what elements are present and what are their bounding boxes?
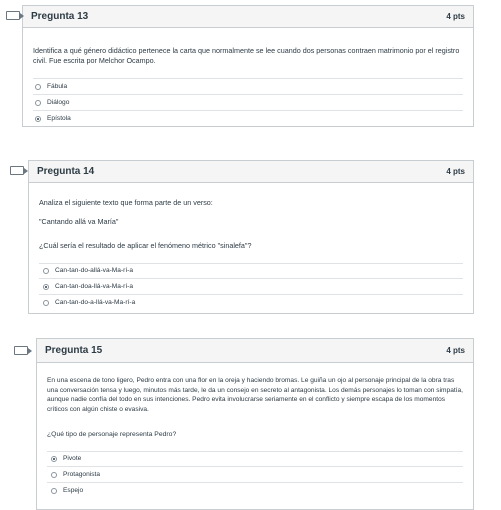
question-points: 4 pts [446, 12, 465, 21]
question-header [37, 339, 473, 363]
answer-option-epistola[interactable] [35, 115, 71, 122]
radio-button[interactable] [51, 488, 57, 494]
answer-label: Can-tan-doa-llá-va-Ma-rí-a [55, 283, 134, 290]
question-header [29, 161, 473, 183]
divider [47, 466, 463, 467]
question-text: En una escena de tono ligero, Pedro entra con una flor en la oreja y haciendo bromas. Le guiña un ojo al personaje principal de la obra tras una conversación tensa y luego, minutos más tarde, le da un consejo en secreto al antagonista. Los demás personajes lo toman con simpatía, aunque nadie confía del todo en sus intenciones. Pedro evita involucrarse seriamente en el conflicto y siempre escapa de los momentos críticos con algún chiste o evasiva. [47, 377, 464, 413]
question-points: 4 pts [446, 167, 465, 176]
answer-option-dialogo[interactable] [35, 99, 69, 106]
answer-label: Espejo [63, 487, 84, 494]
radio-button[interactable] [35, 84, 41, 90]
answer-label: Can-tan-do-allá-va-Ma-rí-a [55, 267, 134, 274]
answer-label: Diálogo [47, 99, 70, 106]
answer-label: Fábula [47, 83, 68, 90]
divider [33, 78, 463, 79]
question-prompt: ¿Qué tipo de personaje representa Pedro? [47, 431, 177, 438]
question-title: Pregunta 15 [45, 345, 103, 356]
answer-label: Protagonista [63, 471, 101, 478]
divider [33, 110, 463, 111]
answer-option-espejo[interactable] [51, 487, 83, 494]
answer-option-protagonista[interactable] [51, 471, 100, 478]
question-text: Identifica a qué género didáctico pertenece la carta que normalmente se lee cuando dos personas contraen matrimonio por el registro civil. Fue escrita por Melchor Ocampo. [33, 46, 460, 65]
answer-label: Epístola [47, 115, 71, 122]
answer-option-2[interactable] [43, 283, 133, 290]
divider [47, 451, 463, 452]
radio-button[interactable] [43, 268, 49, 274]
flag-question-icon[interactable] [10, 166, 24, 175]
question-points: 4 pts [446, 346, 465, 355]
divider [39, 263, 463, 264]
answer-option-3[interactable] [43, 299, 135, 306]
question-card-15 [36, 338, 474, 510]
answer-label: Can-tan-do-a-llá-va-Ma-rí-a [55, 299, 136, 306]
divider [39, 294, 463, 295]
divider [47, 482, 463, 483]
radio-button-selected[interactable] [43, 284, 49, 290]
answer-option-pivote[interactable] [51, 455, 81, 462]
question-header [23, 6, 473, 28]
flag-question-icon[interactable] [6, 11, 20, 20]
question-card-13 [22, 5, 474, 127]
question-prompt: ¿Cuál sería el resultado de aplicar el fenómeno métrico "sinalefa"? [39, 241, 252, 250]
answer-label: Pivote [63, 455, 82, 462]
radio-button-selected[interactable] [35, 116, 41, 122]
answer-option-1[interactable] [43, 267, 133, 274]
answer-option-fabula[interactable] [35, 83, 67, 90]
radio-button[interactable] [35, 100, 41, 106]
divider [33, 94, 463, 95]
radio-button-selected[interactable] [51, 456, 57, 462]
question-title: Pregunta 13 [31, 11, 89, 22]
divider [39, 278, 463, 279]
question-card-14 [28, 160, 474, 314]
question-intro: Analiza el siguiente texto que forma parte de un verso: [39, 198, 213, 207]
radio-button[interactable] [43, 300, 49, 306]
radio-button[interactable] [51, 472, 57, 478]
question-quote: "Cantando allá va María" [39, 217, 119, 226]
question-title: Pregunta 14 [37, 166, 95, 177]
flag-question-icon[interactable] [14, 346, 28, 355]
